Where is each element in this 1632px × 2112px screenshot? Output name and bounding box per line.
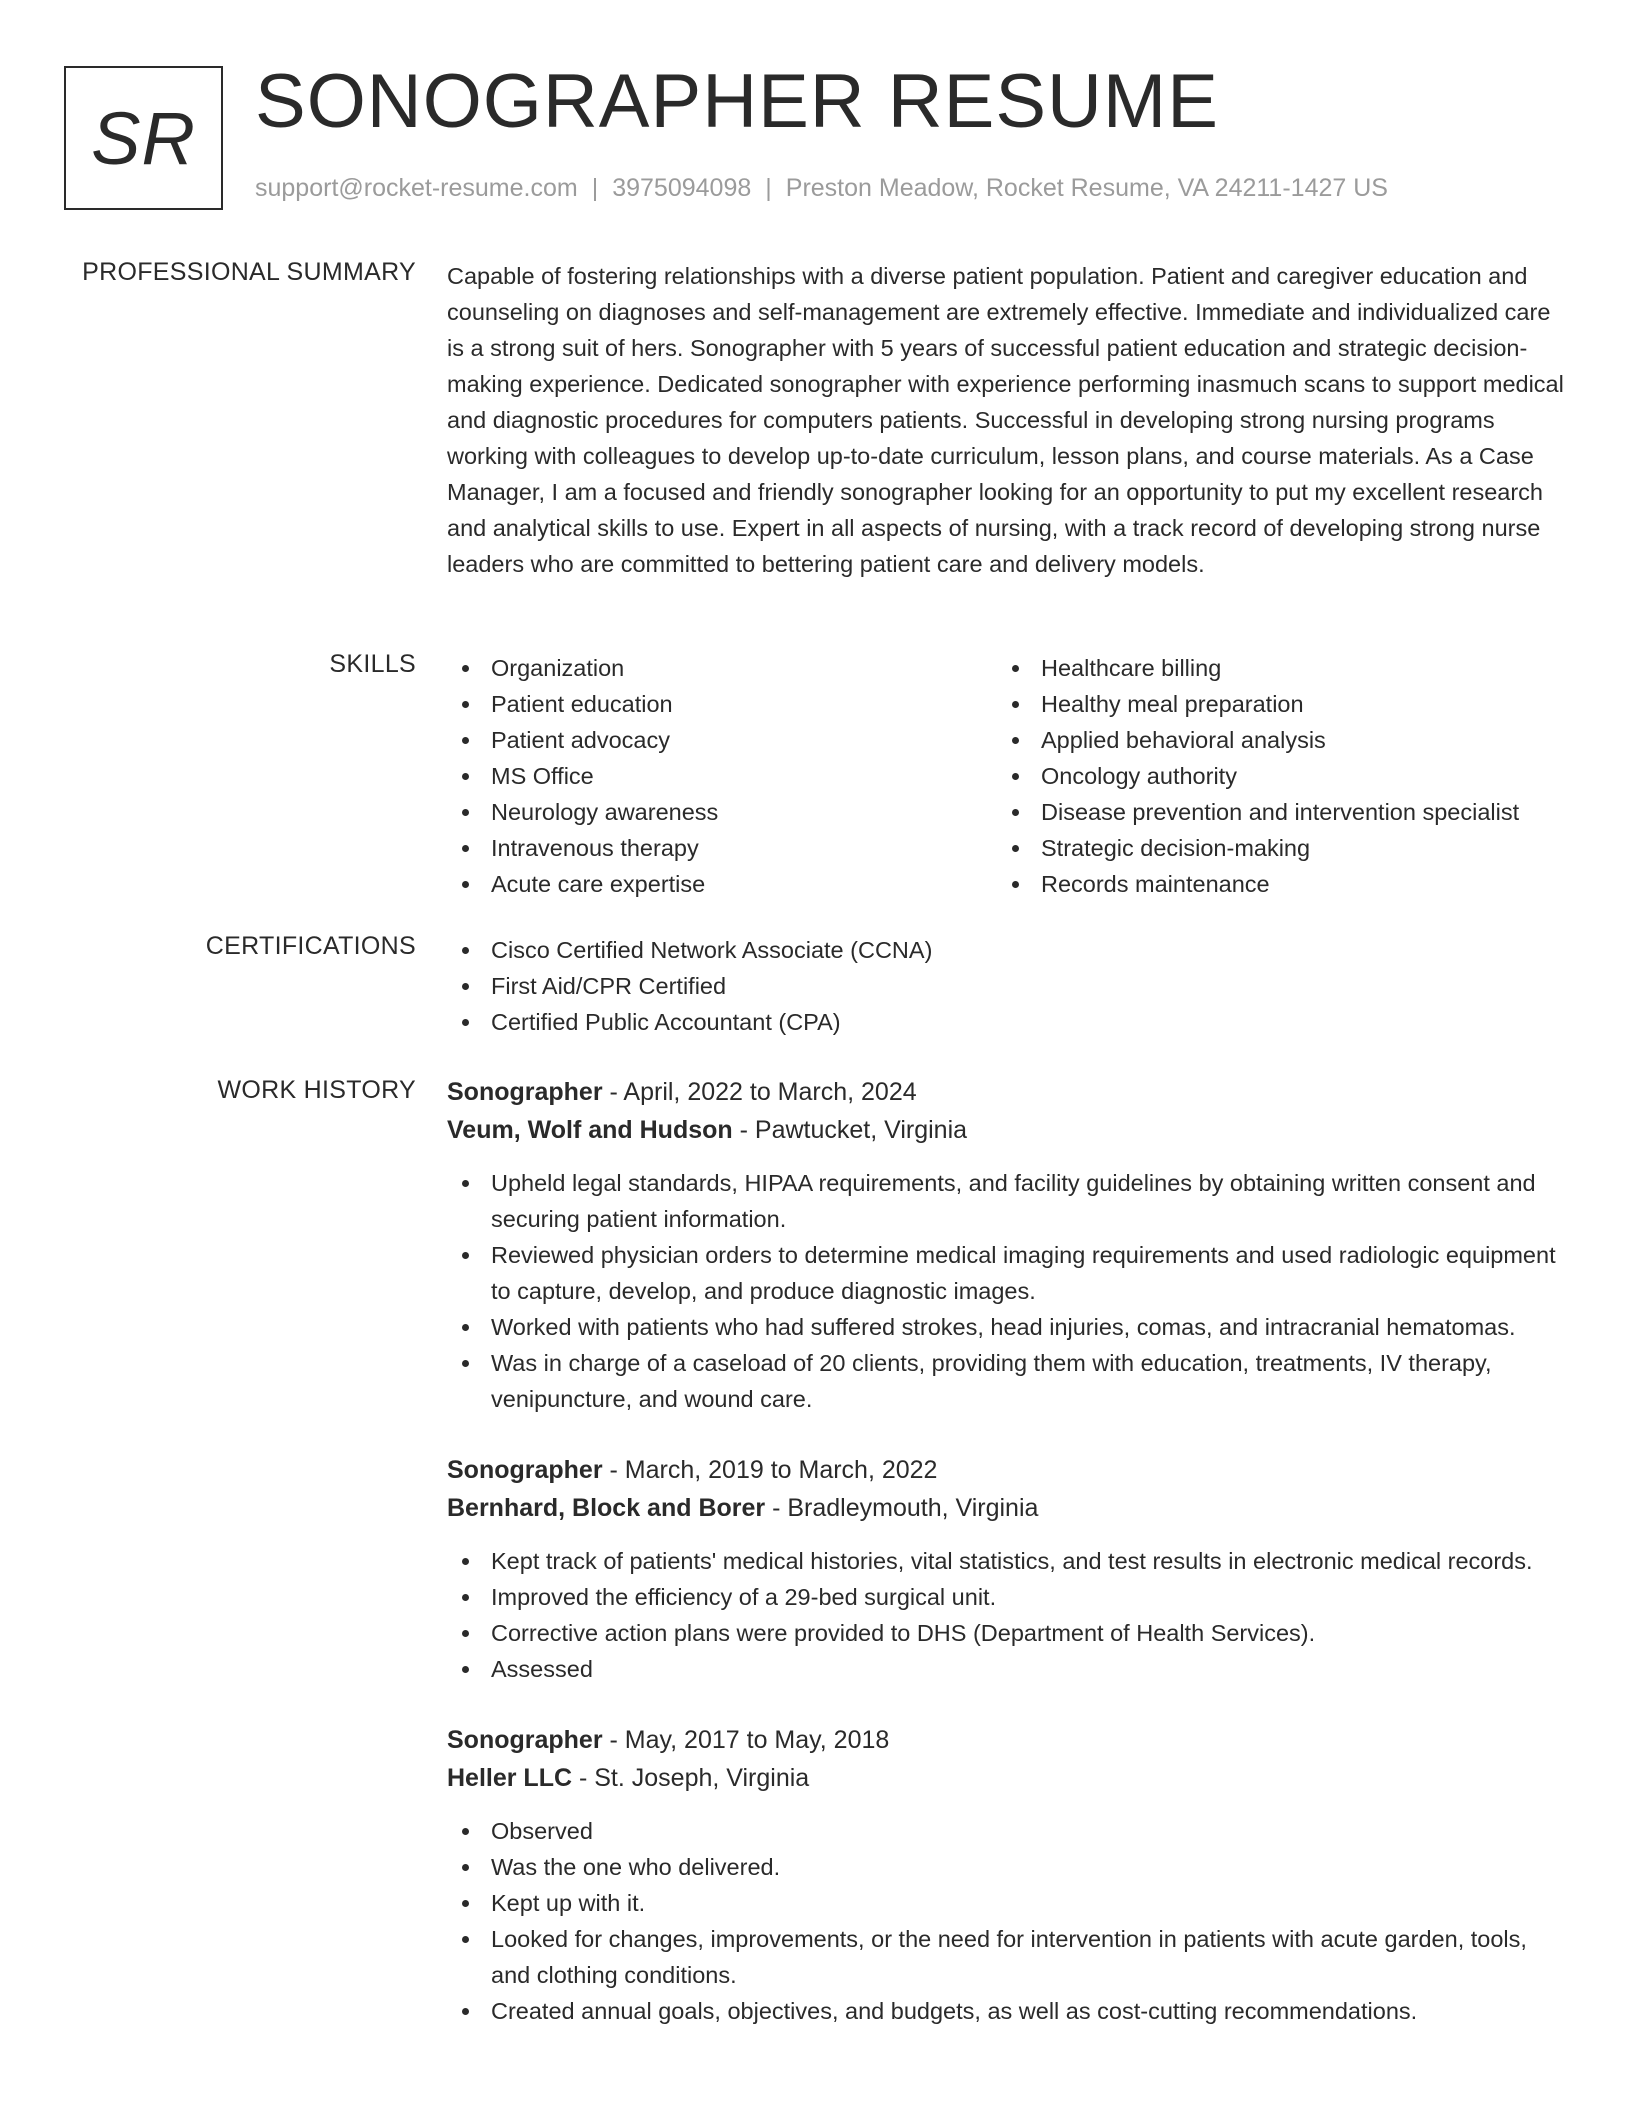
contact-phone[interactable]: 3975094098 — [612, 174, 752, 202]
skill-item: Patient education — [447, 686, 997, 722]
contact-address: Preston Meadow, Rocket Resume, VA 24211-1427 US — [785, 174, 1388, 202]
job-dates: - May, 2017 to May, 2018 — [602, 1726, 890, 1754]
job-company-line — [447, 1111, 1568, 1149]
job-company-line — [447, 1759, 1568, 1797]
skill-item: Records maintenance — [997, 866, 1547, 902]
skill-item: Acute care expertise — [447, 866, 997, 902]
job-duty: Upheld legal standards, HIPAA requirements, and facility guidelines by obtaining written consent and securing patient information. — [447, 1165, 1568, 1237]
contact-separator: | — [765, 174, 772, 202]
job-company: Bernhard, Block and Borer — [447, 1494, 766, 1522]
job-duty: Corrective action plans were provided to DHS (Department of Health Services). — [447, 1615, 1568, 1651]
job-duty: Observed — [447, 1813, 1568, 1849]
work-history-heading: WORK HISTORY — [217, 1076, 416, 1104]
job-dates: - March, 2019 to March, 2022 — [602, 1456, 938, 1484]
skill-item: Strategic decision-making — [997, 830, 1547, 866]
job-dates: - April, 2022 to March, 2024 — [602, 1078, 917, 1106]
job-duty: Created annual goals, objectives, and budgets, as well as cost-cutting recommendations. — [447, 1993, 1568, 2029]
page-title: SONOGRAPHER RESUME — [255, 59, 1219, 144]
skill-item: Healthcare billing — [997, 650, 1547, 686]
certification-item: First Aid/CPR Certified — [447, 968, 1568, 1004]
job-title: Sonographer — [447, 1078, 603, 1106]
job-duty: Was the one who delivered. — [447, 1849, 1568, 1885]
job-duty: Improved the efficiency of a 29-bed surgical unit. — [447, 1579, 1568, 1615]
skill-item: Healthy meal preparation — [997, 686, 1547, 722]
job-company: Veum, Wolf and Hudson — [447, 1116, 733, 1144]
skill-item: Intravenous therapy — [447, 830, 997, 866]
skill-item: Applied behavioral analysis — [997, 722, 1547, 758]
job-entry — [447, 1073, 1568, 1417]
job-duty: Assessed — [447, 1651, 1568, 1687]
certifications-list — [447, 932, 1568, 1040]
skill-item: Organization — [447, 650, 997, 686]
job-title-line — [447, 1073, 1568, 1111]
skill-item: Neurology awareness — [447, 794, 997, 830]
job-duties — [447, 1543, 1568, 1687]
job-location: - St. Joseph, Virginia — [572, 1764, 810, 1792]
job-location: - Bradleymouth, Virginia — [765, 1494, 1039, 1522]
contact-line — [255, 174, 1388, 203]
certification-item: Certified Public Accountant (CPA) — [447, 1004, 1568, 1040]
skill-item: Oncology authority — [997, 758, 1547, 794]
job-title-line — [447, 1451, 1568, 1489]
job-duty: Kept up with it. — [447, 1885, 1568, 1921]
resume-header — [64, 59, 1584, 210]
job-title: Sonographer — [447, 1726, 603, 1754]
job-title-line — [447, 1721, 1568, 1759]
summary-text: Capable of fostering relationships with a diverse patient population. Patient and caregiver education and counseling on diagnoses and self-management are extremely effective. Immediate and individualized care is a strong suit of hers. Sonographer with 5 years of successful patient education and strategic decision-making experience. Dedicated sonographer with experience performing inasmuch scans to support medical and diagnostic procedures for computers patients. Successful in developing strong nursing programs working with colleagues to develop up-to-date curriculum, lesson plans, and course materials. As a Case Manager, I am a focused and friendly sonographer looking for an opportunity to put my excellent research and analytical skills to use. Expert in all aspects of nursing, with a track record of developing strong nurse leaders who are committed to bettering patient care and delivery models. — [447, 263, 1564, 577]
job-company-line — [447, 1489, 1568, 1527]
job-company: Heller LLC — [447, 1764, 573, 1792]
job-location: - Pawtucket, Virginia — [732, 1116, 968, 1144]
job-title: Sonographer — [447, 1456, 603, 1484]
job-duty: Kept track of patients' medical histories, vital statistics, and test results in electronic medical records. — [447, 1543, 1568, 1579]
job-duties — [447, 1813, 1568, 2029]
job-duties — [447, 1165, 1568, 1417]
job-duty: Looked for changes, improvements, or the need for intervention in patients with acute garden, tools, and clothing conditions. — [447, 1921, 1568, 1993]
skill-item: Patient advocacy — [447, 722, 997, 758]
job-duty: Reviewed physician orders to determine medical imaging requirements and used radiologic equipment to capture, develop, and produce diagnostic images. — [447, 1237, 1568, 1309]
skills-list-left — [447, 650, 997, 902]
skills-heading: SKILLS — [329, 650, 416, 678]
skill-item: Disease prevention and intervention specialist — [997, 794, 1547, 830]
monogram-logo: SR — [64, 66, 223, 210]
skill-item: MS Office — [447, 758, 997, 794]
certification-item: Cisco Certified Network Associate (CCNA) — [447, 932, 1568, 968]
job-duty: Was in charge of a caseload of 20 clients, providing them with education, treatments, IV therapy, venipuncture, and wound care. — [447, 1345, 1568, 1417]
certifications-heading: CERTIFICATIONS — [205, 932, 416, 960]
skills-list-right — [997, 650, 1547, 902]
contact-separator: | — [591, 174, 599, 202]
job-entry — [447, 1451, 1568, 1687]
job-duty: Worked with patients who had suffered strokes, head injuries, comas, and intracranial hematomas. — [447, 1309, 1568, 1345]
summary-heading: PROFESSIONAL SUMMARY — [82, 258, 416, 286]
contact-email[interactable]: support@rocket-resume.com — [255, 174, 578, 202]
job-entry — [447, 1721, 1568, 2029]
